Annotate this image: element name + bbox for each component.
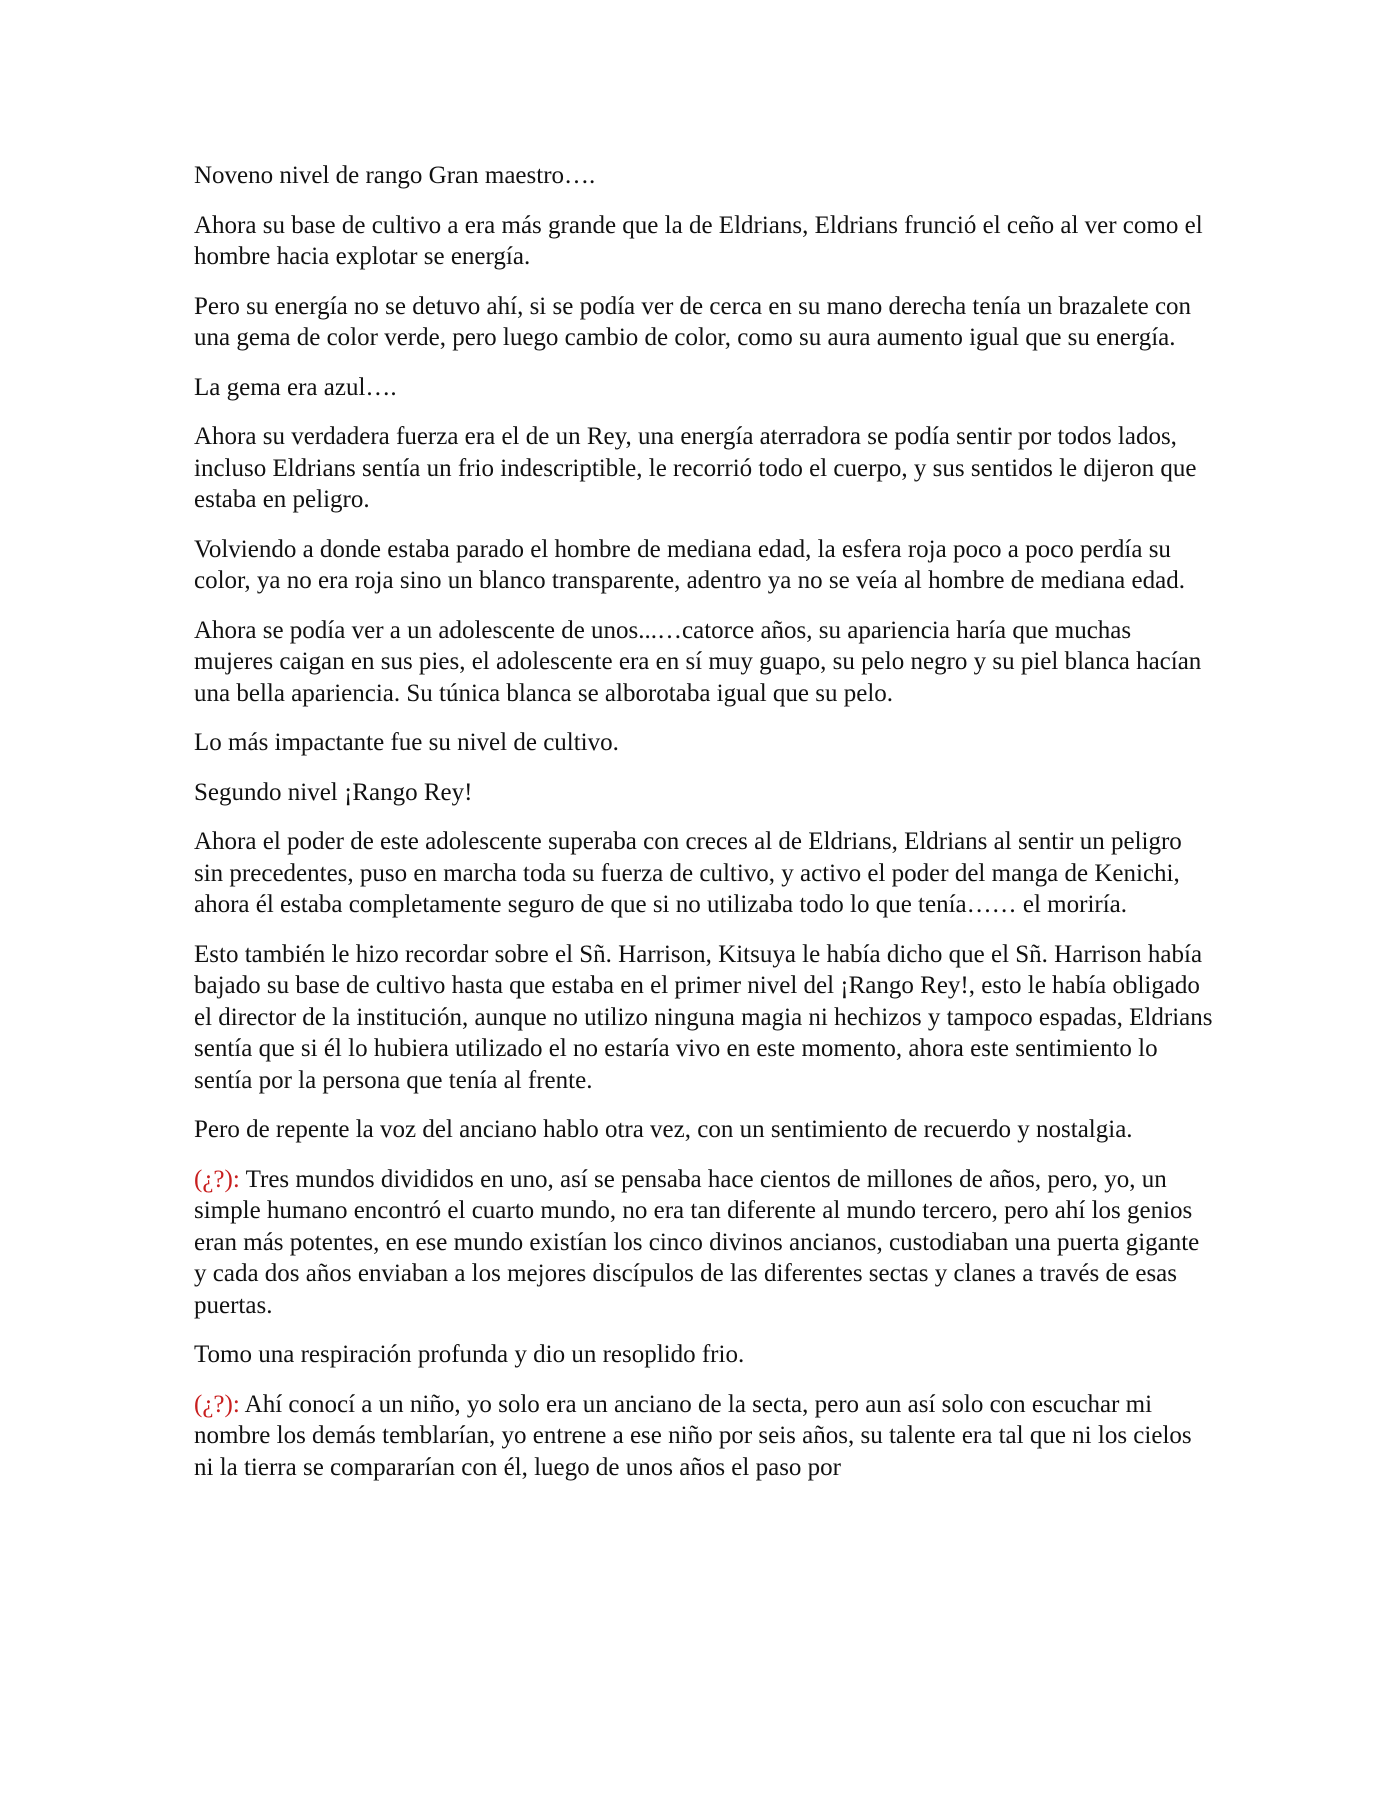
paragraph: Segundo nivel ¡Rango Rey! [194, 778, 473, 806]
paragraph: Pero su energía no se detuvo ahí, si se podía ver de cerca en su mano derecha tenía un brazalete con una gema de color verde, pero luego cambio de color, como su aura aumento igual que su energía. [194, 292, 1192, 351]
speaker-label: (¿?): [194, 1390, 240, 1418]
document-body [194, 160, 1214, 1501]
paragraph: Ahora el poder de este adolescente superaba con creces al de Eldrians, Eldrians al sentir un peligro sin precedentes, puso en marcha toda su fuerza de cultivo, y activo el poder del manga de Kenichi, ahora él estaba completamente seguro de que si no utilizaba todo lo que tenía…… el moriría. [194, 828, 1182, 918]
paragraph: Pero de repente la voz del anciano hablo otra vez, con un sentimiento de recuerdo y nostalgia. [194, 1116, 1133, 1143]
paragraph: Noveno nivel de rango Gran maestro…. [194, 162, 596, 189]
paragraph: Ahora su base de cultivo a era más grande que la de Eldrians, Eldrians frunció el ceño al ver como el hombre hacia explotar se energía. [194, 211, 1203, 270]
paragraph: Ahora se podía ver a un adolescente de unos...…catorce años, su apariencia haría que muchas mujeres caigan en sus pies, el adolescente era en sí muy guapo, su pelo negro y su piel blanca hacían una bella apariencia. Su túnica blanca se alborotaba igual que su pelo. [194, 616, 1202, 707]
dialogue-paragraph [194, 1389, 1214, 1484]
paragraph: Tomo una respiración profunda y dio un resoplido frio. [194, 1341, 745, 1368]
dialogue-text: Ahí conocí a un niño, yo solo era un anciano de la secta, pero aun así solo con escuchar mi nombre los demás temblarían, yo entrene a ese niño por seis años, su talente era tal que ni los cielos ni la tierra se compararían con él, luego de unos años el paso por [194, 1390, 1192, 1481]
dialogue-text: Tres mundos divididos en uno, así se pensaba hace cientos de millones de años, pero, yo, un simple humano encontró el cuarto mundo, no era tan diferente al mundo tercero, pero ahí los genios eran más potentes, en ese mundo existían los cinco divinos ancianos, custodiaban una puerta gigante y cada dos años enviaban a los mejores discípulos de las diferentes sectas y clanes a través de esas puertas. [194, 1165, 1200, 1319]
paragraph: La gema era azul…. [194, 373, 397, 401]
paragraph: Esto también le hizo recordar sobre el Sñ. Harrison, Kitsuya le había dicho que el Sñ. Harrison había bajado su base de cultivo hasta que estaba en el primer nivel del ¡Rango Rey!, esto le había obligado el director de la institución, aunque no utilizo ninguna magia ni hechizos y tampoco espadas, Eldrians sentía que si él lo hubiera utilizado el no estaría vivo en este momento, ahora este sentimiento lo sentía por la persona que tenía al frente. [194, 940, 1213, 1094]
paragraph: Volviendo a donde estaba parado el hombre de mediana edad, la esfera roja poco a poco perdía su color, ya no era roja sino un blanco transparente, adentro ya no se veía al hombre de mediana edad. [194, 535, 1185, 594]
paragraph: Lo más impactante fue su nivel de cultivo. [194, 729, 619, 756]
dialogue-paragraph [194, 1164, 1214, 1322]
speaker-label: (¿?): [194, 1165, 240, 1193]
paragraph: Ahora su verdadera fuerza era el de un Rey, una energía aterradora se podía sentir por todos lados, incluso Eldrians sentía un frio indescriptible, le recorrió todo el cuerpo, y sus sentidos le dijeron que estaba en peligro. [194, 423, 1197, 513]
